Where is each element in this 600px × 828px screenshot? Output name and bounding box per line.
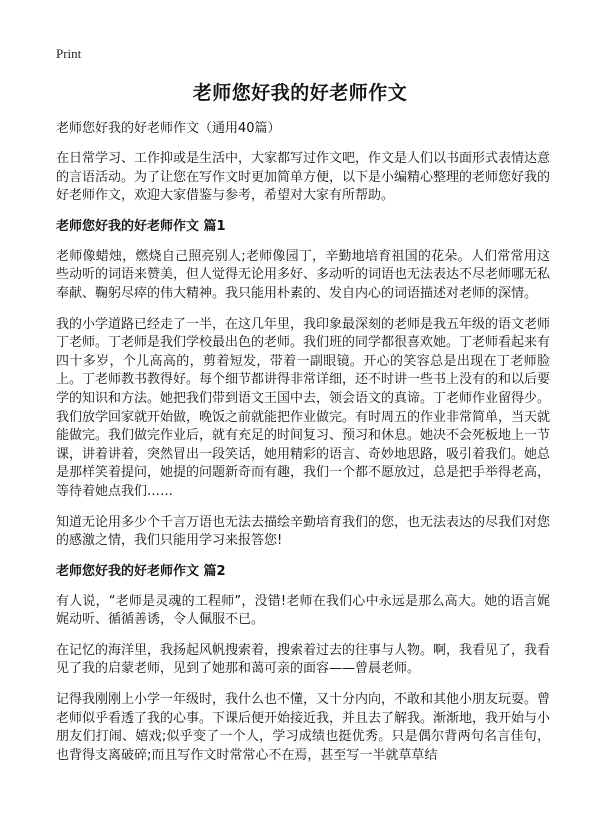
section-2-paragraph-1: 有人说，“老师是灵魂的工程师”，没错!老师在我们心中永远是那么高大。她的语言娓娓动听、循循善诱，令人佩服不已。: [56, 593, 550, 628]
section-2-paragraph-3: 记得我刚刚上小学一年级时，我什么也不懂，又十分内向，不敢和其他小朋友玩耍。曾老师似乎看透了我的心事。下课后便开始接近我，并且去了解我。渐渐地，我开始与小朋友们打闹、嬉戏;似乎变了一个人，学习成绩也挺优秀。只是偶尔背两句名言佳句，也背得支离破碎;而且写作文时常常心不在焉，甚至写一半就草草结: [56, 692, 551, 763]
section-heading-1: 老师您好我的好老师作文 篇1: [56, 218, 226, 234]
section-heading-2: 老师您好我的好老师作文 篇2: [56, 563, 226, 579]
intro-paragraph: 在日常学习、工作抑或是生活中，大家都写过作文吧，作文是人们以书面形式表情达意的言语活动。为了让您在写作文时更加简单方便，以下是小编精心整理的老师您好我的好老师作文，欢迎大家借鉴与参考，希望对大家有所帮助。: [56, 151, 551, 204]
page-title: 老师您好我的好老师作文: [192, 82, 408, 104]
article-body: [56, 120, 550, 777]
print-link[interactable]: Print: [56, 46, 82, 61]
section-1-paragraph-2: 我的小学道路已经走了一半，在这几年里，我印象最深刻的老师是我五年级的语文老师丁老师。丁老师是我们学校最出色的老师。我们班的同学都很喜欢她。丁老师看起来有四十多岁，个儿高高的，剪着短发，带着一副眼镜。开心的笑容总是出现在丁老师脸上。丁老师教书教得好。每个细节都讲得非常详细，还不时讲一些书上没有的和以后要学的知识和方法。她把我们带到语文王国中去，领会语文的真谛。丁老师作业留得少。我们放学回家就开始做，晚饭之前就能把作业做完。有时周五的作业非常简单，当天就能做完。我们做完作业后，就有充足的时间复习、预习和休息。她决不会死板地上一节课，讲着讲着，突然冒出一段笑话，她用精彩的语言、奇妙地思路，吸引着我们。她总是那样笑着提问，她提的问题新奇而有趣，我们一个都不愿放过，总是把手举得老高，等待着她点我们……: [56, 316, 551, 499]
section-2-paragraph-2: 在记忆的海洋里，我扬起风帆搜索着，搜索着过去的往事与人物。啊，我看见了，我看见了我的启蒙老师，见到了她那和蔼可亲的面容——曾晨老师。: [56, 642, 551, 677]
section-1-paragraph-3: 知道无论用多少个千言万语也无法去描绘辛勤培育我们的您，也无法表达的尽我们对您的感激之情，我们只能用学习来报答您!: [56, 514, 551, 549]
article-subtitle: 老师您好我的好老师作文（通用40篇）: [56, 121, 281, 136]
section-1-paragraph-1: 老师像蜡烛，燃烧自己照亮别人;老师像园丁，辛勤地培育祖国的花朵。人们常常用这些动听的词语来赞美，但人觉得无论用多好、多动听的词语也无法表达不尽老师哪无私奉献、鞠躬尽瘁的伟大精神。我只能用朴素的、发自内心的词语描述对老师的深情。: [56, 248, 551, 301]
